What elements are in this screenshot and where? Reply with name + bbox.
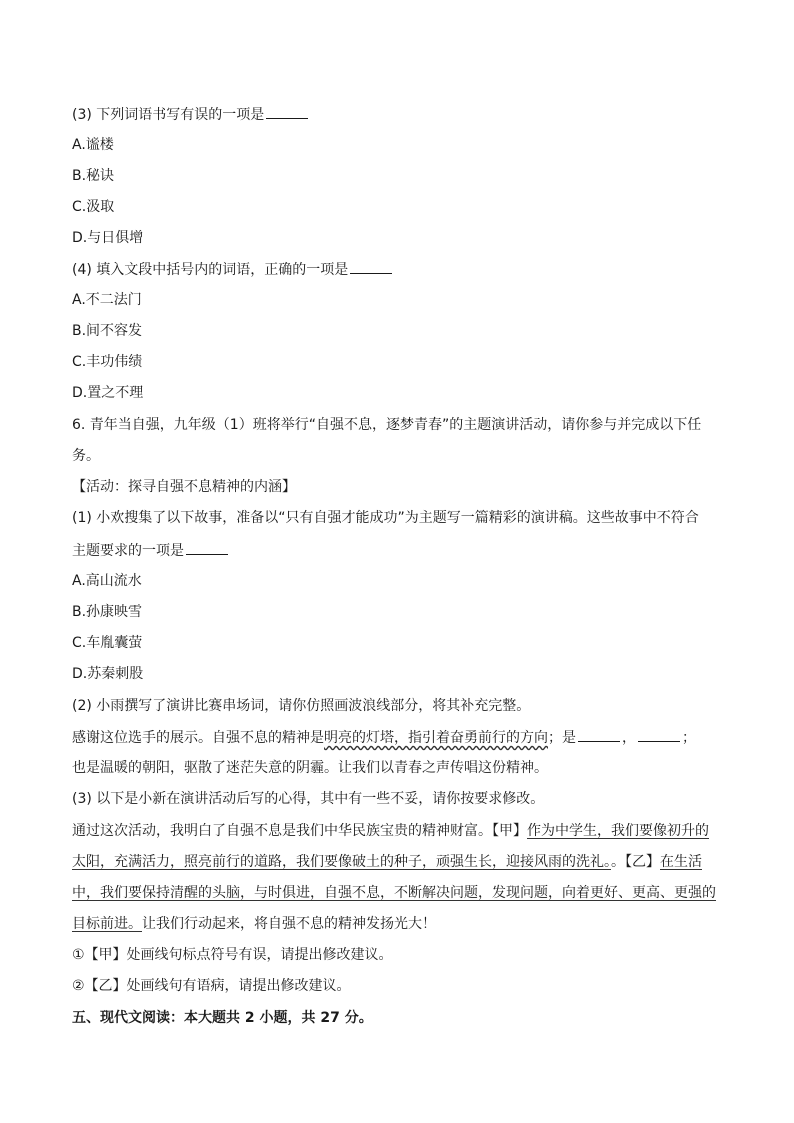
wavy-underlined-text: 明亮的灯塔，指引着奋勇前行的方向 bbox=[324, 730, 548, 746]
underlined-sentence-jia: 太阳，充满活力，照亮前行的道路，我们要像破土的种子，顽强生长，迎接风雨的洗礼。 bbox=[72, 854, 611, 870]
underlined-sentence-jia: 作为中学生，我们要像初升的 bbox=[527, 823, 709, 839]
q6-2-line1: 感谢这位选手的展示。自强不息的精神是明亮的灯塔，指引着奋勇前行的方向；是 ， ； bbox=[72, 727, 724, 748]
q6-1-line1: (1) 小欢搜集了以下故事，准备以“只有自强才能成功”为主题写一篇精彩的演讲稿。这些故事中不符合 bbox=[72, 510, 699, 526]
q6-1-option-b: B.孙康映雪 bbox=[72, 604, 143, 620]
q6-3-task1: ①【甲】处画线句标点符号有误，请提出修改建议。 bbox=[72, 947, 393, 963]
q6-1-line2: 主题要求的一项是 bbox=[72, 540, 724, 561]
q6-2-line2: 也是温暖的朝阳，驱散了迷茫失意的阴霾。让我们以青春之声传唱这份精神。 bbox=[72, 760, 548, 776]
q5-4-question: (4) 填入文段中括号内的词语，正确的一项是 bbox=[72, 259, 724, 280]
q6-1-option-d: D.苏秦刺股 bbox=[72, 666, 144, 682]
q5-4-option-b: B.间不容发 bbox=[72, 323, 143, 339]
underlined-sentence-yi: 目标前进。 bbox=[72, 916, 142, 932]
q6-2-question: (2) 小雨撰写了演讲比赛串场词，请你仿照画波浪线部分，将其补充完整。 bbox=[72, 698, 531, 714]
underlined-sentence-yi: 中，我们要保持清醒的头脑，与时俱进，自强不息，不断解决问题，发现问题，向着更好、更高、更强的 bbox=[72, 885, 716, 901]
q6-3-passage-line1: 通过这次活动，我明白了自强不息是我们中华民族宝贵的精神财富。【甲】作为中学生，我们要像初升的 bbox=[72, 823, 709, 839]
q6-3-passage-line4: 目标前进。让我们行动起来，将自强不息的精神发扬光大！ bbox=[72, 916, 436, 932]
answer-blank bbox=[266, 104, 308, 119]
q5-4-option-d: D.置之不理 bbox=[72, 385, 144, 401]
q6-intro-line2: 务。 bbox=[72, 448, 100, 464]
underlined-sentence-yi: 在生活 bbox=[660, 854, 702, 870]
answer-blank bbox=[350, 259, 392, 274]
q6-activity-title: 【活动：探寻自强不息精神的内涵】 bbox=[72, 479, 296, 495]
q6-intro-line1: 6. 青年当自强，九年级（1）班将举行“自强不息，逐梦青春”的主题演讲活动，请你参与并完成以下任 bbox=[72, 417, 702, 433]
q5-3-option-a: A.谧楼 bbox=[72, 137, 114, 153]
answer-blank bbox=[186, 540, 228, 555]
answer-blank bbox=[578, 727, 620, 742]
q6-3-passage-line2: 太阳，充满活力，照亮前行的道路，我们要像破土的种子，顽强生长，迎接风雨的洗礼。。【乙】在生活 bbox=[72, 854, 702, 870]
q6-3-passage-line3 bbox=[72, 883, 724, 903]
q5-3-option-b: B.秘诀 bbox=[72, 168, 115, 184]
q5-3-option-d: D.与日俱增 bbox=[72, 230, 144, 246]
q6-1-option-a: A.高山流水 bbox=[72, 573, 142, 589]
q6-3-question: (3) 以下是小新在演讲活动后写的心得，其中有一些不妥，请你按要求修改。 bbox=[72, 791, 545, 807]
q5-3-question: (3) 下列词语书写有误的一项是 bbox=[72, 104, 724, 125]
q5-3-option-c: C.汲取 bbox=[72, 199, 115, 215]
q6-3-task2: ②【乙】处画线句有语病，请提出修改建议。 bbox=[72, 978, 351, 994]
answer-blank bbox=[638, 727, 680, 742]
q5-4-option-a: A.不二法门 bbox=[72, 292, 142, 308]
section-5-heading: 五、现代文阅读：本大题共 2 小题，共 27 分。 bbox=[72, 1010, 373, 1026]
q5-4-option-c: C.丰功伟绩 bbox=[72, 354, 143, 370]
q6-1-option-c: C.车胤囊萤 bbox=[72, 635, 143, 651]
